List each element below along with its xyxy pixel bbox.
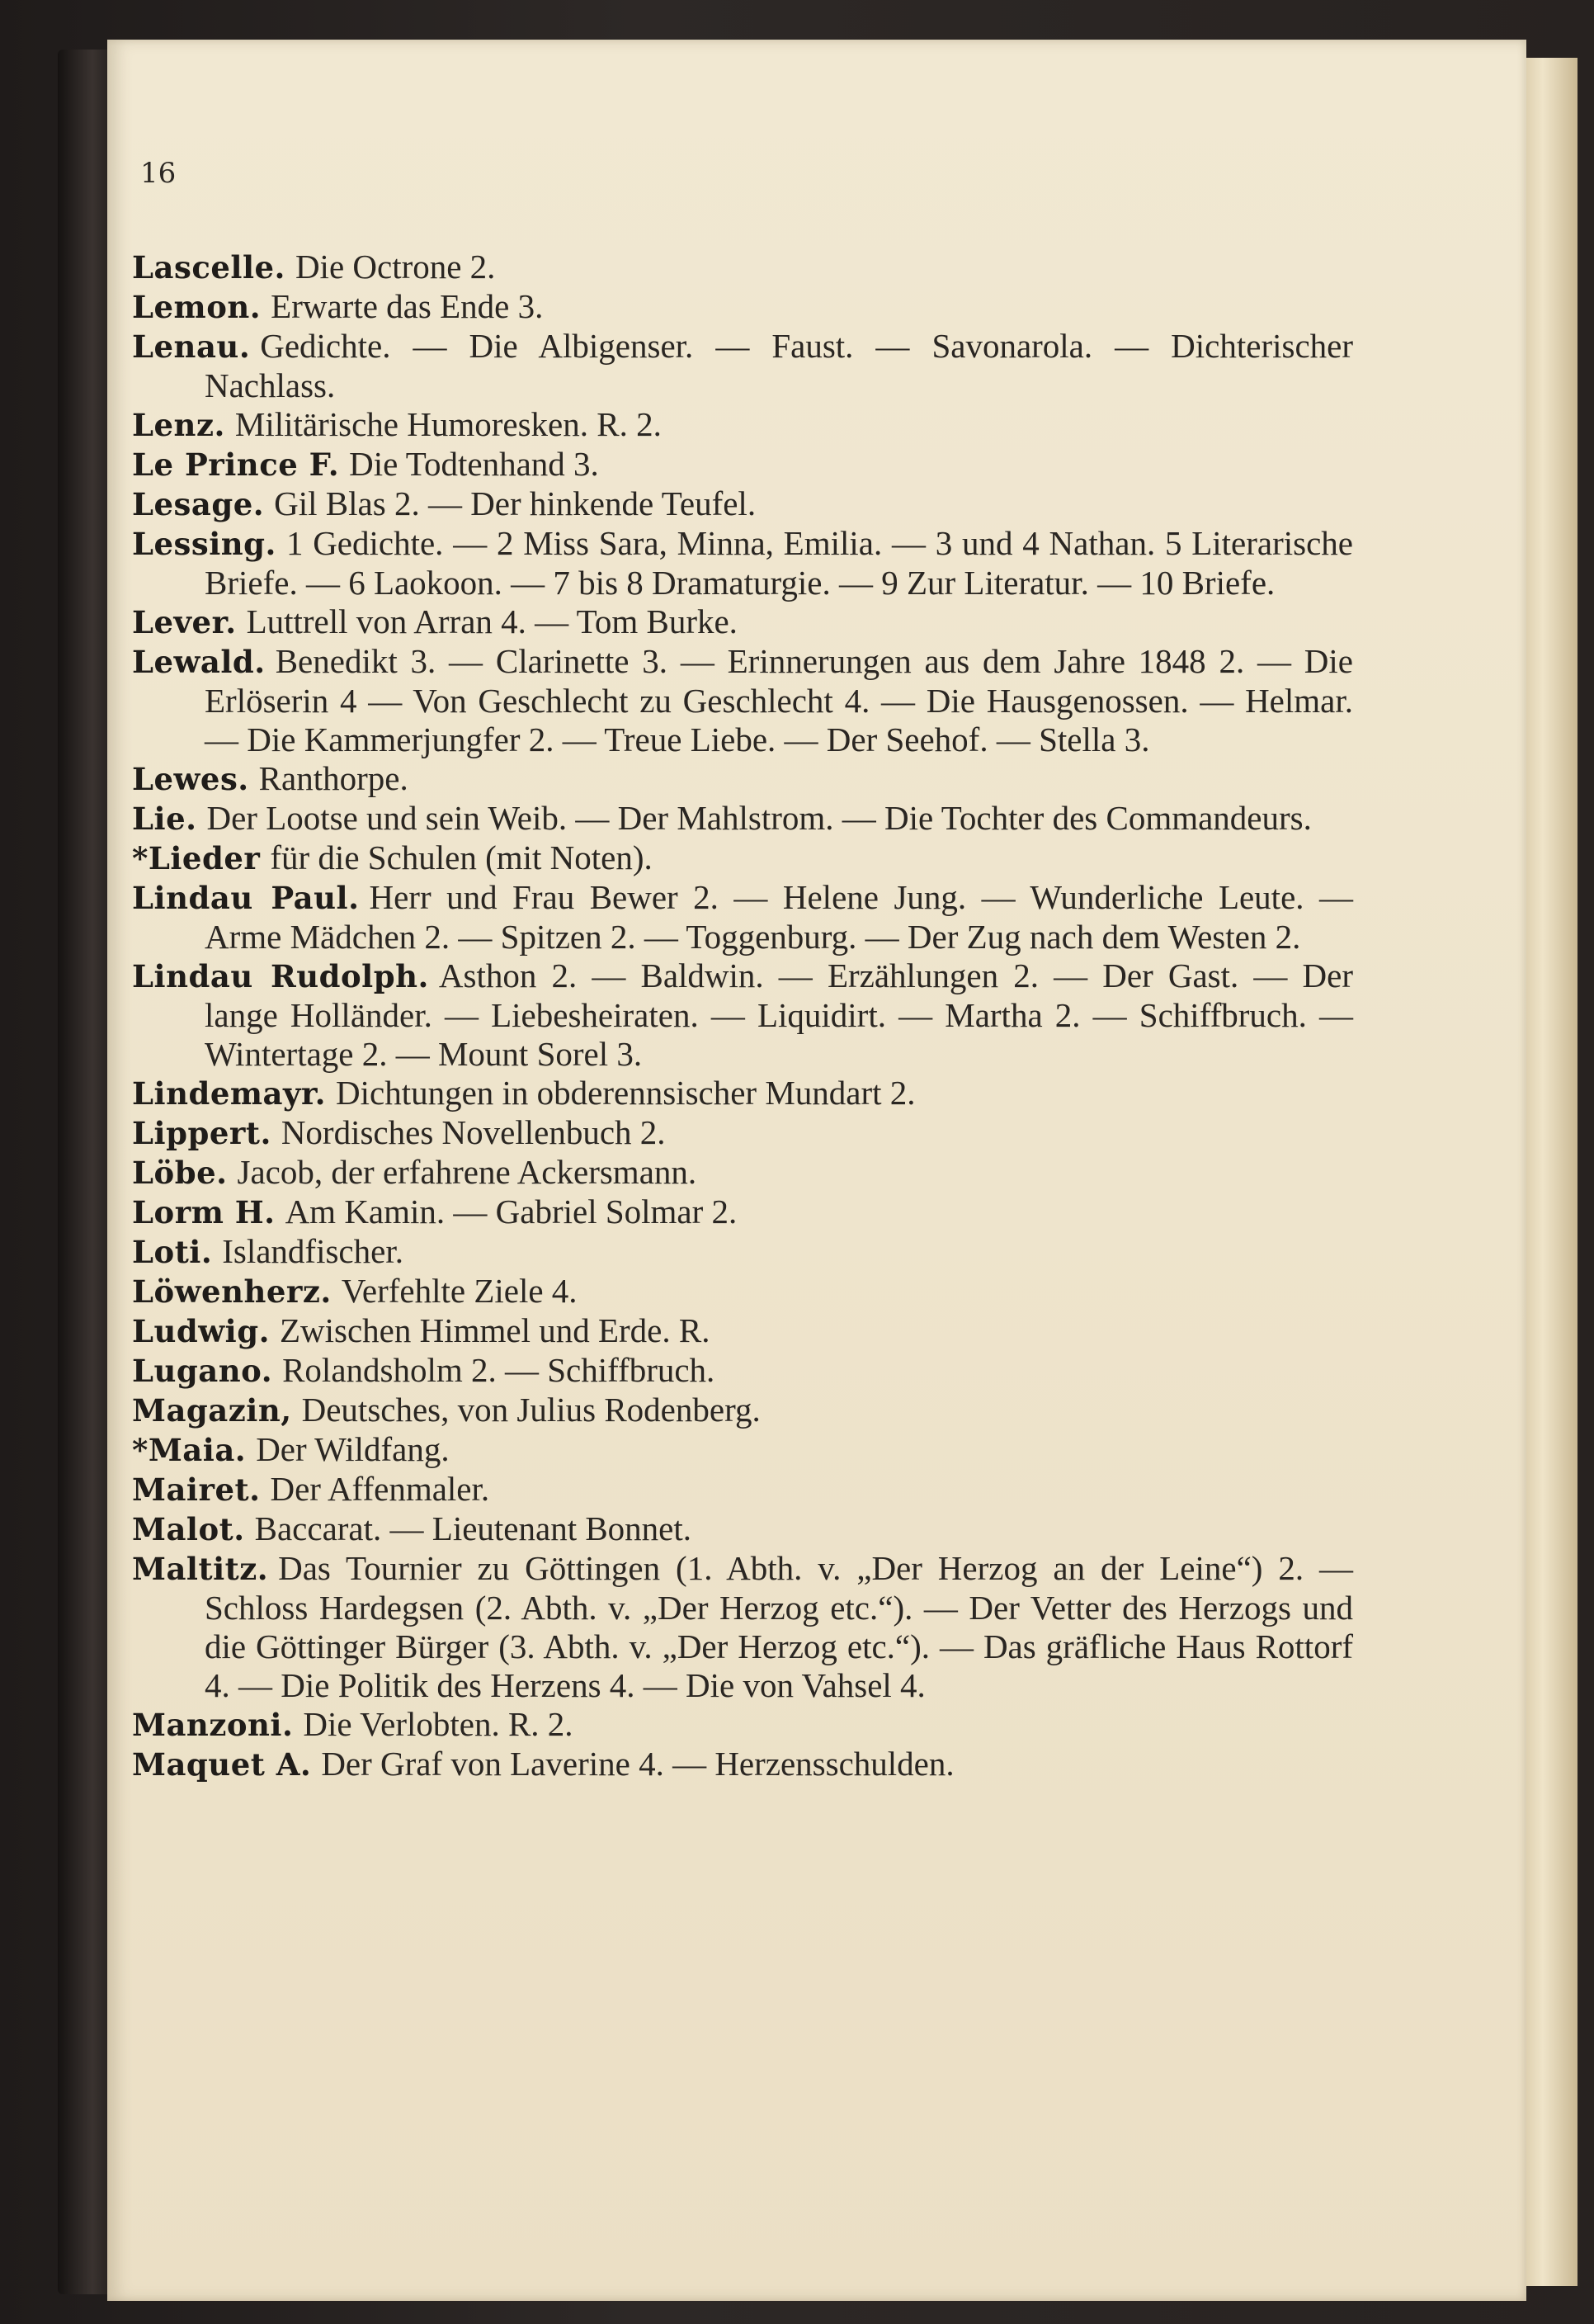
entry-author: Lever.: [132, 604, 237, 640]
catalog-entry: [132, 524, 1353, 602]
entry-titles: Gedichte. — Die Albigenser. — Faust. — Savonarola. — Dichterischer Nachlass.: [205, 327, 1353, 404]
entry-titles: Jacob, der erfahrene Ackersmann.: [237, 1153, 697, 1191]
entry-author: Manzoni.: [132, 1707, 294, 1743]
entry-titles: Der Graf von Laverine 4. — Herzensschulden.: [321, 1745, 955, 1783]
catalog-entry: [132, 1509, 1353, 1549]
entry-author: Malot.: [132, 1511, 245, 1547]
catalog-entry: [132, 287, 1353, 327]
catalog-entry: [132, 878, 1353, 957]
entry-titles: Zwischen Himmel und Erde. R.: [279, 1311, 710, 1349]
catalog-entries: [132, 248, 1353, 1784]
entry-titles: Die Octrone 2.: [295, 248, 496, 286]
catalog-entry: [132, 1074, 1353, 1113]
entry-titles: für die Schulen (mit Noten).: [270, 838, 653, 876]
catalog-entry: [132, 1391, 1353, 1430]
entry-author: *Maia.: [132, 1432, 247, 1468]
entry-author: Le Prince F.: [132, 446, 340, 483]
entry-titles: Ranthorpe.: [258, 759, 408, 797]
entry-author: Lorm H.: [132, 1194, 276, 1230]
entry-author: Lindau Rudolph.: [132, 958, 429, 994]
catalog-entry: [132, 1113, 1353, 1153]
entry-titles: Die Verlobten. R. 2.: [303, 1705, 573, 1743]
entry-titles: Die Todtenhand 3.: [349, 445, 599, 483]
catalog-entry: [132, 1272, 1353, 1311]
entry-titles: Herr und Frau Bewer 2. — Helene Jung. — Wunderliche Leute. — Arme Mädchen 2. — Spitzen 2. — Toggenburg. — Der Zug nach dem Westen 2.: [205, 878, 1354, 956]
entry-titles: Deutsches, von Julius Rodenberg.: [301, 1391, 761, 1429]
entry-author: Maquet A.: [132, 1746, 312, 1783]
catalog-entry: [132, 1549, 1353, 1705]
entry-titles: Am Kamin. — Gabriel Solmar 2.: [285, 1193, 738, 1230]
entry-author: Lindau Paul.: [132, 880, 360, 916]
entry-author: Maltitz.: [132, 1551, 269, 1587]
catalog-entry: [132, 1430, 1353, 1470]
entry-author: Löwenherz.: [132, 1273, 332, 1310]
entry-titles: Erwarte das Ende 3.: [271, 287, 544, 325]
entry-titles: Der Affenmaler.: [270, 1470, 490, 1508]
entry-author: Lindemayr.: [132, 1075, 326, 1112]
entry-titles: Rolandsholm 2. — Schiffbruch.: [282, 1351, 715, 1389]
entry-titles: Nordisches Novellenbuch 2.: [281, 1113, 666, 1151]
entry-author: *Lieder: [132, 840, 261, 876]
catalog-entry: [132, 1193, 1353, 1232]
entry-author: Lippert.: [132, 1115, 271, 1151]
entry-author: Lenz.: [132, 407, 225, 443]
entry-titles: Verfehlte Ziele 4.: [341, 1272, 578, 1310]
entry-titles: Dichtungen in obderennsischer Mundart 2.: [336, 1074, 916, 1112]
catalog-entry: [132, 602, 1353, 642]
entry-author: Löbe.: [132, 1155, 228, 1191]
catalog-entry: [132, 1470, 1353, 1509]
entry-titles: Luttrell von Arran 4. — Tom Burke.: [246, 602, 738, 640]
entry-titles: Gil Blas 2. — Der hinkende Teufel.: [274, 484, 757, 522]
catalog-entry: [132, 484, 1353, 524]
entry-author: Loti.: [132, 1234, 213, 1270]
catalog-entry: [132, 1153, 1353, 1193]
entry-author: Lemon.: [132, 289, 262, 325]
entry-author: Lenau.: [132, 328, 251, 365]
catalog-entry: [132, 1705, 1353, 1745]
catalog-entry: [132, 1232, 1353, 1272]
entry-titles: Baccarat. — Lieutenant Bonnet.: [254, 1509, 692, 1547]
entry-author: Lugano.: [132, 1353, 273, 1389]
entry-titles: Benedikt 3. — Clarinette 3. — Erinnerungen aus dem Jahre 1848 2. — Die Erlöserin 4 — Von Geschlecht zu Geschlecht 4. — Die Hausgenossen. — Helmar. — Die Kammerjungfer 2. — Treue Liebe. — Der Seehof. — Stella 3.: [205, 642, 1353, 758]
entry-titles: Der Lootse und sein Weib. — Der Mahlstrom. — Die Tochter des Commandeurs.: [206, 799, 1312, 837]
entry-author: Lesage.: [132, 486, 265, 522]
entry-author: Lie.: [132, 801, 197, 837]
entry-author: Lewald.: [132, 644, 266, 680]
entry-titles: Der Wildfang.: [256, 1430, 450, 1468]
catalog-entry: [132, 642, 1353, 759]
entry-author: Lessing.: [132, 526, 276, 562]
entry-titles: 1 Gedichte. — 2 Miss Sara, Minna, Emilia. — 3 und 4 Nathan. 5 Literarische Briefe. — 6 Laokoon. — 7 bis 8 Dramaturgie. — 9 Zur Literatur. — 10 Briefe.: [205, 524, 1353, 602]
page-number: 16: [140, 157, 177, 190]
catalog-entry: [132, 327, 1353, 405]
facing-page-edge: [1518, 58, 1577, 2286]
catalog-entry: [132, 1745, 1353, 1784]
catalog-entry: [132, 799, 1353, 838]
entry-titles: Islandfischer.: [222, 1232, 403, 1270]
catalog-entry: [132, 445, 1353, 484]
entry-titles: Militärische Humoresken. R. 2.: [234, 405, 662, 443]
catalog-entry: [132, 957, 1353, 1074]
catalog-entry: [132, 405, 1353, 445]
entry-author: Lewes.: [132, 761, 249, 797]
entry-author: Lascelle.: [132, 249, 285, 286]
entry-author: Ludwig.: [132, 1313, 270, 1349]
catalog-entry: [132, 838, 1353, 878]
entry-author: Mairet.: [132, 1471, 261, 1508]
entry-titles: Das Tournier zu Göttingen (1. Abth. v. „Der Herzog an der Leine“) 2. — Schloss Hardegsen (2. Abth. v. „Der Herzog etc.“). — Der Vetter des Herzogs und die Göttinger Bürger (3. Abth. v. „Der Herzog etc.“). — Das gräfliche Haus Rottorf 4. — Die Politik des Herzens 4. — Die von Vahsel 4.: [205, 1549, 1353, 1704]
entry-author: Magazin,: [132, 1392, 292, 1429]
catalog-entry: [132, 1311, 1353, 1351]
catalog-entry: [132, 248, 1353, 287]
catalog-entry: [132, 759, 1353, 799]
catalog-entry: [132, 1351, 1353, 1391]
entry-titles: Asthon 2. — Baldwin. — Erzählungen 2. — Der Gast. — Der lange Holländer. — Liebesheiraten. — Liquidirt. — Martha 2. — Schiffbruch. — Wintertage 2. — Mount Sorel 3.: [205, 957, 1353, 1073]
